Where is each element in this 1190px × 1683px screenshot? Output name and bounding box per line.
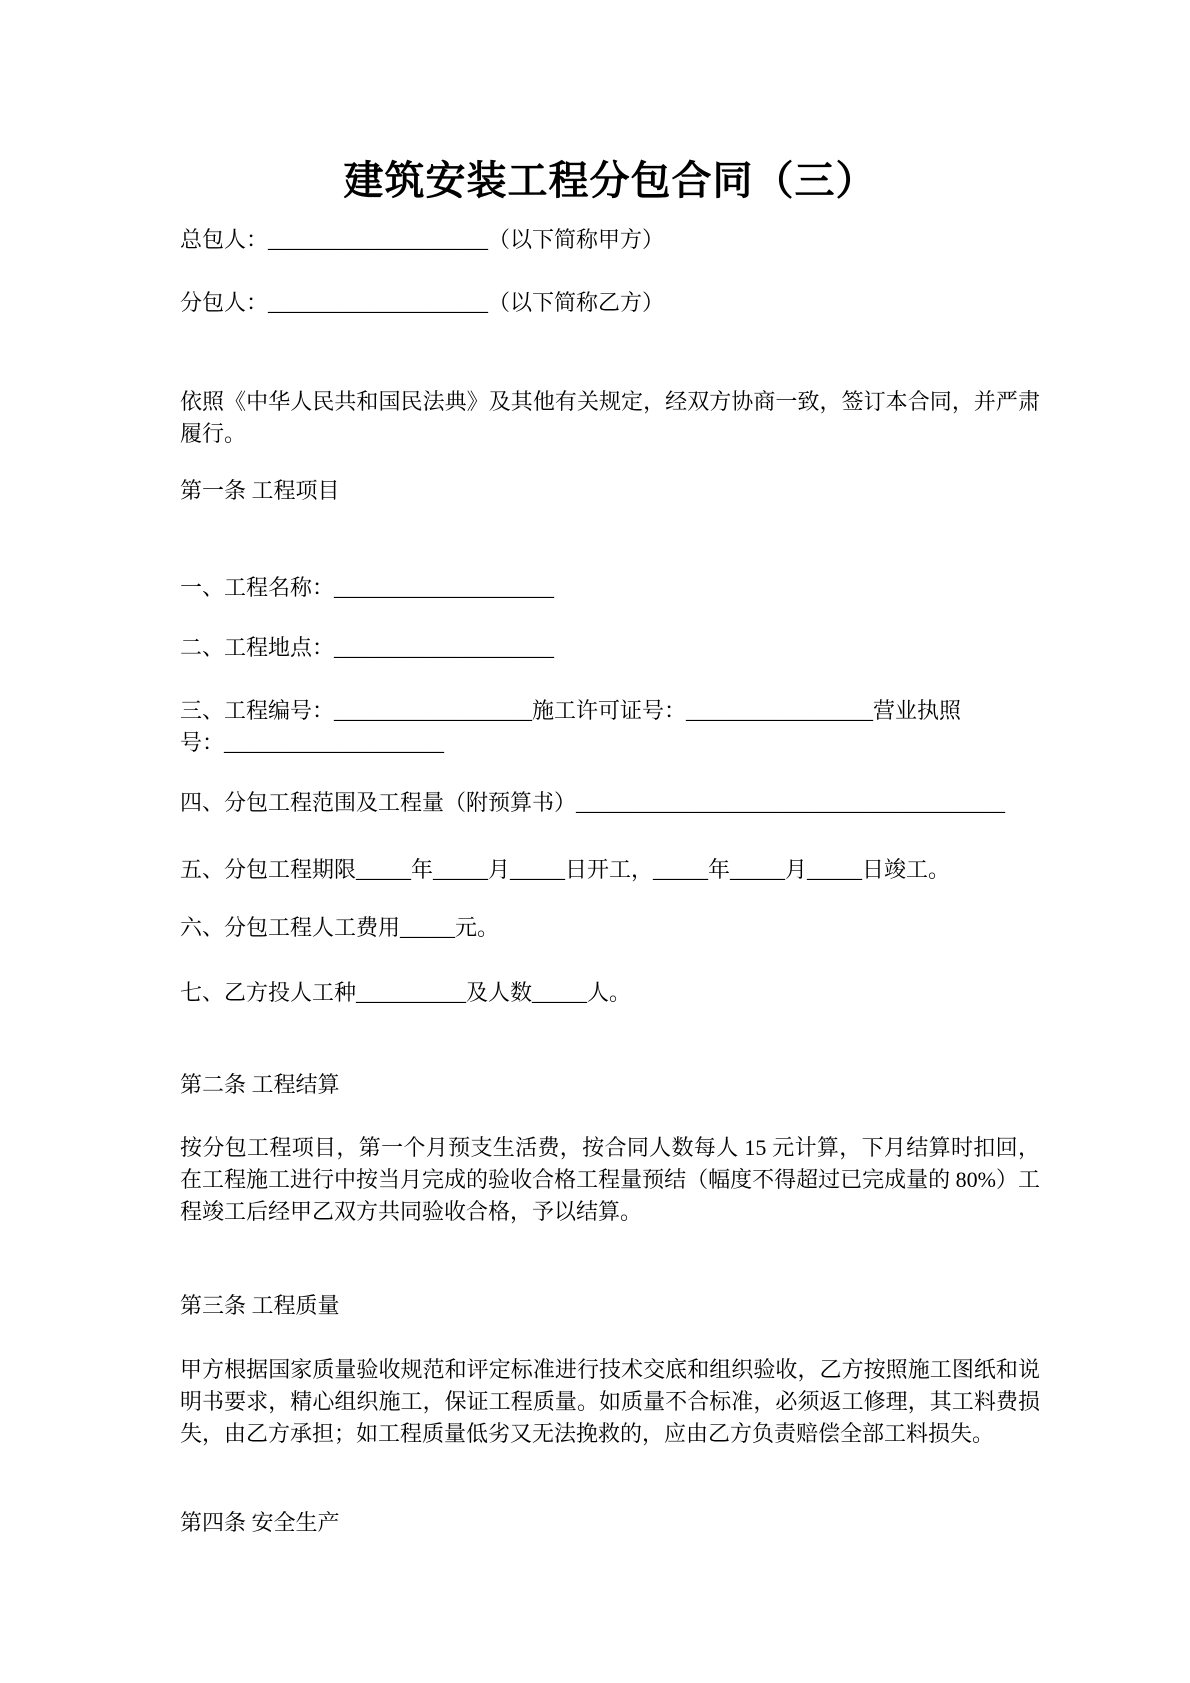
article-4-heading: 第四条 安全生产 (180, 1510, 340, 1535)
document-content (180, 156, 1040, 1539)
article-1-item-scope: 四、分包工程范围及工程量（附预算书）_______________________________________ (180, 790, 1006, 815)
article-1-item-labor-cost: 六、分包工程人工费用_____元。 (180, 915, 500, 940)
article-3-heading: 第三条 工程质量 (180, 1293, 340, 1318)
article-1-heading: 第一条 工程项目 (180, 478, 340, 503)
article-1-item-project-number-line-1: 三、工程编号：__________________施工许可证号：_________________营业执照 (180, 698, 962, 723)
article-1-item-workers: 七、乙方投人工种__________及人数_____人。 (180, 980, 632, 1005)
article-1-item-project-number (180, 695, 1040, 759)
preamble-paragraph: 依照《中华人民共和国民法典》及其他有关规定，经双方协商一致，签订本合同，并严肃履行。 (180, 389, 1040, 446)
article-3-body: 甲方根据国家质量验收规范和评定标准进行技术交底和组织验收，乙方按照施工图纸和说明书要求，精心组织施工，保证工程质量。如质量不合标准，必须返工修理，其工料费损失，由乙方承担；如工程质量低劣又无法挽救的，应由乙方负责赔偿全部工料损失。 (180, 1357, 1040, 1446)
article-1-item-duration: 五、分包工程期限_____年_____月_____日开工，_____年_____月_____日竣工。 (180, 857, 951, 882)
party-line-subcontractor: 分包人：____________________（以下简称乙方） (180, 290, 665, 315)
article-1-item-project-number-line-2: 号：____________________ (180, 730, 445, 755)
article-2-heading: 第二条 工程结算 (180, 1072, 340, 1097)
article-1-item-project-location: 二、工程地点：____________________ (180, 635, 555, 660)
article-2-body: 按分包工程项目，第一个月预支生活费，按合同人数每人 15 元计算，下月结算时扣回，在工程施工进行中按当月完成的验收合格工程量预结（幅度不得超过已完成量的 80%）工程竣工后经甲乙双方共同验收合格，予以结算。 (180, 1135, 1040, 1224)
document-title: 建筑安装工程分包合同（三） (343, 158, 877, 203)
party-line-general-contractor: 总包人：____________________（以下简称甲方） (180, 227, 665, 252)
article-1-item-project-name: 一、工程名称：____________________ (180, 575, 555, 600)
